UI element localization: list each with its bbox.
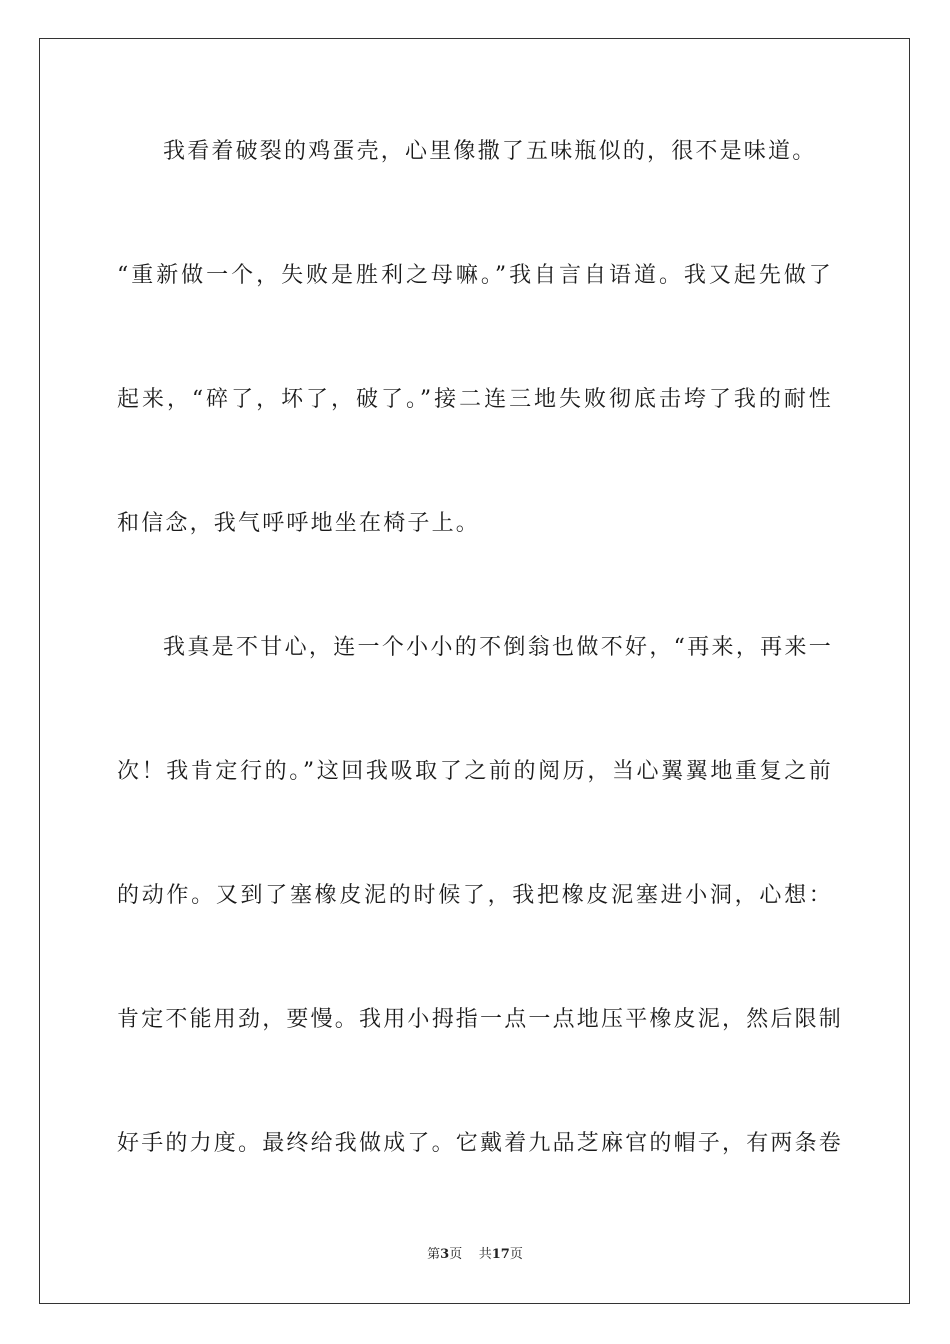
paragraph-1-line-2: “重新做一个，失败是胜利之母嘛。”我自言自语道。我又起先做了 [117, 263, 833, 288]
page-footer [0, 1246, 950, 1264]
page-border [39, 38, 910, 1304]
total-suffix: 页 [509, 1247, 523, 1262]
current-page-number: 3 [440, 1247, 450, 1262]
paragraph-1-line-1: 我看着破裂的鸡蛋壳，心里像撒了五味瓶似的，很不是味道。 [163, 139, 817, 164]
total-page-count: 17 [491, 1247, 510, 1262]
page-prefix: 第 [427, 1247, 441, 1262]
page-suffix: 页 [449, 1247, 463, 1262]
paragraph-2-line-2: 次！我肯定行的。”这回我吸取了之前的阅历，当心翼翼地重复之前 [117, 759, 833, 784]
paragraph-1-line-3: 起来，“碎了，坏了，破了。”接二连三地失败彻底击垮了我的耐性 [117, 387, 833, 412]
paragraph-2-line-3: 的动作。又到了塞橡皮泥的时候了，我把橡皮泥塞进小洞，心想： [117, 883, 833, 908]
total-prefix: 共 [478, 1247, 492, 1262]
paragraph-2-line-5: 好手的力度。最终给我做成了。它戴着九品芝麻官的帽子，有两条卷 [117, 1131, 844, 1156]
paragraph-2-line-4: 肯定不能用劲，要慢。我用小拇指一点一点地压平橡皮泥，然后限制 [117, 1007, 844, 1032]
paragraph-2-line-1: 我真是不甘心，连一个小小的不倒翁也做不好，“再来，再来一 [163, 635, 833, 660]
paragraph-1-line-4: 和信念，我气呼呼地坐在椅子上。 [117, 511, 481, 536]
